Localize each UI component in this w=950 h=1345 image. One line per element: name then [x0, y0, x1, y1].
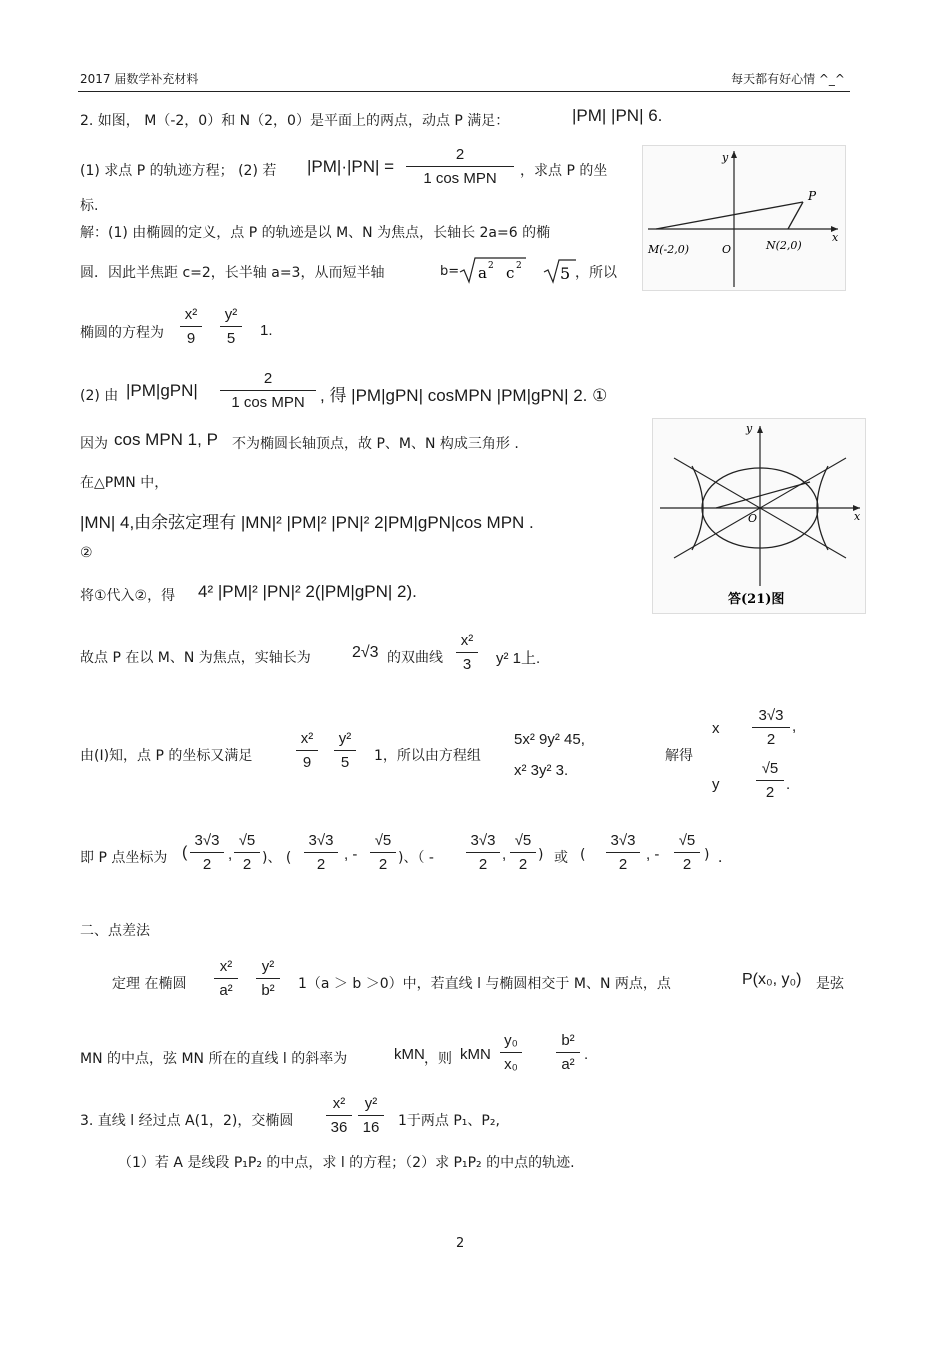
a-squared: a — [478, 264, 487, 282]
final-p4-x: 3√3 2 — [606, 832, 640, 873]
circled-two: ② — [80, 545, 93, 561]
problem2-question-tail: ，求点 P 的坐 — [520, 163, 608, 179]
theorem-frac1: x² a² — [214, 958, 238, 999]
system-eq1: 5x² 9y² 45, — [514, 731, 585, 748]
law-of-cosines: |MN| 4,由余弦定理有 |MN|² |PM|² |PN|² 2|PM|gPN|cos MPN . — [80, 513, 534, 532]
solution-b-label: b= — [440, 264, 460, 279]
figure1-label-y: y — [722, 151, 729, 164]
ellipse-rhs: 1. — [260, 322, 273, 339]
theorem-tail: 是弦 — [816, 976, 844, 992]
header-right: 每天都有好心情 ^_^ — [731, 72, 845, 86]
problem2-question: (1) 求点 P 的轨迹方程； (2) 若 — [80, 163, 277, 179]
ellipse-y-frac: y² 5 — [220, 306, 242, 347]
figure1-label-m: M(-2,0) — [648, 243, 690, 256]
solution-y-frac: √5 2 — [756, 760, 784, 801]
svg-text:2: 2 — [516, 261, 522, 271]
figure2-label-y: y — [746, 422, 753, 435]
solution-x-frac: 3√3 2 — [752, 707, 790, 748]
problem3-lead: 3. 直线 l 经过点 A(1，2)，交椭圆 — [80, 1113, 294, 1129]
hyperbola-lead: 故点 P 在以 M、N 为焦点，实轴长为 — [80, 650, 311, 666]
theorem2-frac2: b² a² — [556, 1032, 580, 1073]
theorem-point: P(x₀, y₀) — [742, 971, 802, 988]
solution-line1: 解：(1) 由椭圆的定义，点 P 的轨迹是以 M、N 为焦点，长轴长 2a=6 的椭 — [80, 225, 551, 241]
theorem-frac2: y² b² — [256, 958, 280, 999]
final-end: ． — [718, 850, 732, 866]
svg-text:2: 2 — [488, 261, 494, 271]
final-p1-y: √5 2 — [234, 832, 260, 873]
part2-fraction: 2 1 cos MPN — [220, 370, 316, 411]
page-number: 2 — [456, 1236, 465, 1251]
system-eq2: x² 3y² 3. — [514, 762, 569, 779]
final-p1-x: 3√3 2 — [190, 832, 224, 873]
figure1-label-n: N(2,0) — [766, 239, 802, 252]
problem2-question-tail2: 标. — [80, 198, 99, 214]
header-rule — [78, 91, 850, 92]
solution-x-label: x — [712, 720, 720, 737]
figure2-graph — [652, 418, 866, 614]
solution-line2: 圆．因此半焦距 c=2，长半轴 a=3，从而短半轴 — [80, 265, 385, 281]
frac-den: 1 cos MPN — [423, 170, 497, 187]
ellipse-eq-lead: 椭圆的方程为 — [80, 325, 164, 341]
theorem2-lead: MN 的中点，弦 MN 所在的直线 l 的斜率为 — [80, 1051, 348, 1067]
solution-line2-tail: ，所以 — [575, 265, 617, 281]
system-y-frac: y² 5 — [334, 730, 356, 771]
final-p3-x: 3√3 2 — [466, 832, 500, 873]
substitute-lead: 将①代入②，得 — [80, 588, 176, 604]
substitute-math: 4² |PM|² |PN|² 2(|PM|gPN| 2). — [198, 582, 417, 601]
ellipse-x-frac: x² 9 — [180, 306, 202, 347]
final-lead: 即 P 点坐标为 — [80, 850, 168, 866]
final-p2-x: 3√3 2 — [304, 832, 338, 873]
solve-word: 解得 — [665, 748, 693, 764]
final-p4-y: √5 2 — [674, 832, 700, 873]
cos-line-tail: 不为椭圆长轴顶点，故 P、M、N 构成三角形 . — [232, 436, 519, 452]
part2-math: |PM|gPN| — [126, 381, 198, 400]
system-mid: 1，所以由方程组 — [374, 748, 481, 764]
problem3-frac2: y² 16 — [358, 1095, 384, 1136]
system-x-frac: x² 9 — [296, 730, 318, 771]
svg-text:c: c — [506, 264, 515, 282]
theorem2-k2: kMN — [460, 1046, 491, 1063]
figure1-graph — [642, 145, 846, 291]
hyperbola-length: 2√3 — [352, 644, 379, 661]
cos-line-math: cos MPN 1, P — [114, 430, 218, 449]
hyperbola-mid: 的双曲线 — [387, 650, 443, 666]
header-left: 2017 届数学补充材料 — [80, 72, 199, 86]
theorem-lead: 定理 在椭圆 — [112, 976, 187, 992]
figure2-label-o: O — [748, 512, 758, 525]
system-lead: 由(Ⅰ)知，点 P 的坐标又满足 — [80, 748, 253, 764]
problem3-question: （1）若 A 是线段 P₁P₂ 的中点，求 l 的方程；（2）求 P₁P₂ 的中点的轨迹. — [118, 1155, 575, 1171]
figure1-label-p: P — [808, 189, 817, 203]
figure2-caption: 答(21)图 — [728, 592, 785, 607]
hyperbola-tail: y² 1上. — [496, 650, 541, 667]
problem2-condition: |PM|·|PN| = — [307, 157, 395, 176]
problem3-frac1: x² 36 — [326, 1095, 352, 1136]
hyperbola-fraction: x² 3 — [456, 632, 478, 673]
triangle-text: 在△PMN 中， — [80, 475, 169, 491]
theorem-mid: 1（a ＞ b ＞0）中，若直线 l 与椭圆相交于 M、N 两点，点 — [298, 976, 671, 992]
final-or: 或 — [554, 850, 568, 866]
problem2-intro: 2. 如图， M（-2，0）和 N（2，0）是平面上的两点，动点 P 满足： — [80, 113, 510, 129]
theorem2-end: . — [584, 1046, 589, 1063]
figure2-frame — [653, 419, 866, 614]
theorem2-k: kMN — [394, 1046, 425, 1063]
theorem2-mid: ，则 — [424, 1051, 452, 1067]
figure1-frame — [643, 146, 846, 291]
solution-y-label: y — [712, 776, 720, 793]
part2-tail: , 得 |PM|gPN| cosMPN |PM|gPN| 2. ① — [320, 386, 608, 405]
theorem2-frac1: y₀ x₀ — [500, 1032, 522, 1073]
sqrt5: 5 — [560, 264, 571, 283]
section2-title: 二、点差法 — [80, 923, 150, 939]
problem2-cond-fraction — [406, 146, 514, 187]
figure1-label-x: x — [832, 231, 839, 244]
problem2-intro-math: |PM| |PN| 6. — [572, 106, 663, 125]
figure1-label-o: O — [722, 243, 732, 256]
part2-lead: (2) 由 — [80, 388, 119, 404]
cos-line-lead: 因为 — [80, 436, 108, 452]
frac-num: 2 — [455, 146, 465, 163]
problem3-tail: 1于两点 P₁、P₂, — [398, 1113, 500, 1129]
figure2-label-x: x — [854, 510, 861, 523]
final-p2-y: √5 2 — [370, 832, 396, 873]
final-p3-y: √5 2 — [510, 832, 536, 873]
